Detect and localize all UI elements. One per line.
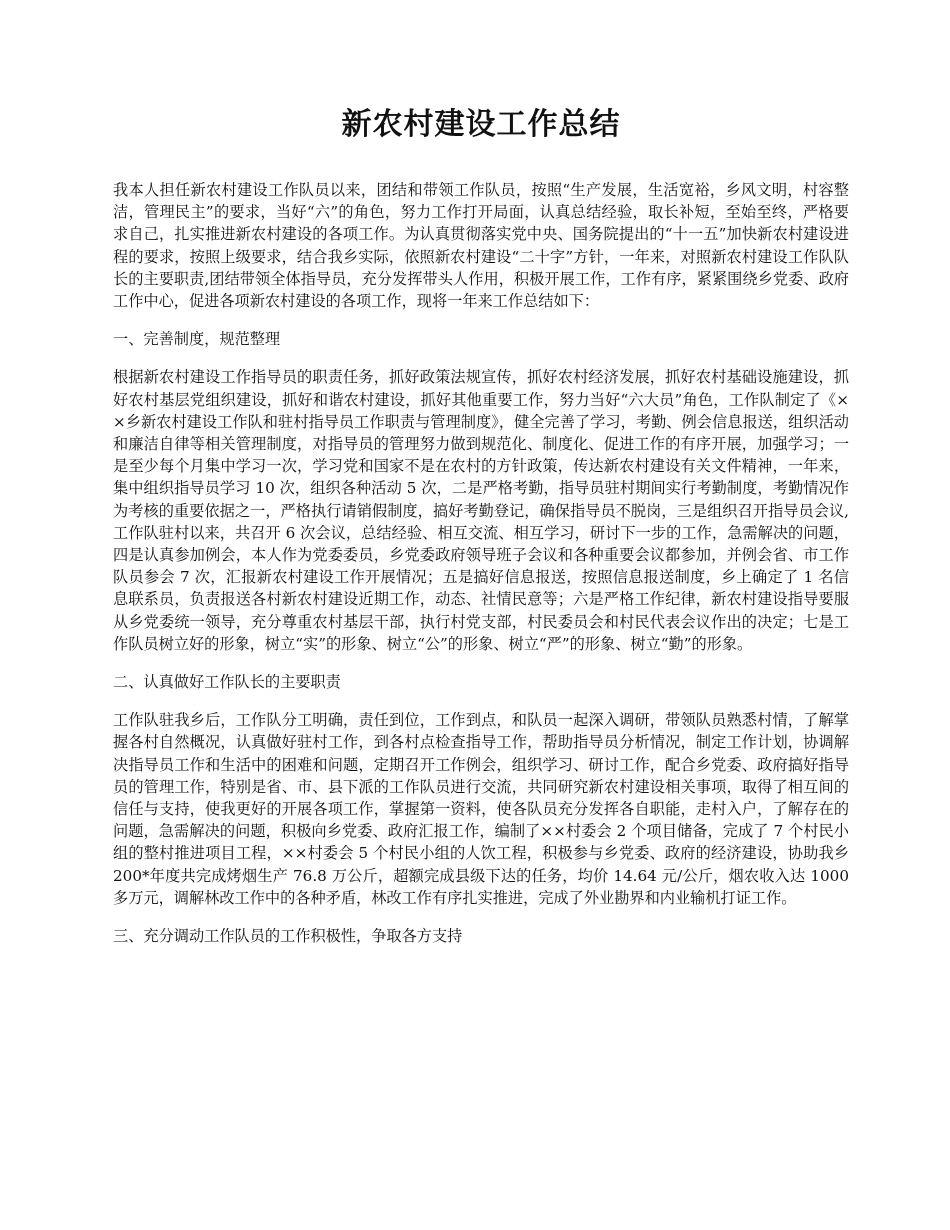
- section-2-heading: 二、认真做好工作队长的主要职责: [113, 673, 341, 692]
- intro-paragraph: 我本人担任新农村建设工作队员以来，团结和带领工作队员，按照“生产发展，生活宽裕，乡风文明，村容整洁，管理民主”的要求，当好“六”的角色，努力工作打开局面，认真总结经验，取长补短，至始至终，严格要求自己，扎实推进新农村建设的各项工作。为认真贯彻落实党中央、国务院提出的“十一五”加快新农村建设进程的要求，按照上级要求，结合我乡实际，依照新农村建设“二十字”方针，一年来，对照新农村建设工作队队长的主要职责,团结带领全体指导员，充分发挥带头人作用，积极开展工作，工作有序，紧紧围绕乡党委、政府工作中心，促进各项新农村建设的各项工作，现将一年来工作总结如下：: [113, 181, 849, 311]
- document-page: [113, 105, 849, 963]
- section-3-heading: 三、充分调动工作队员的工作积极性，争取各方支持: [113, 927, 463, 946]
- section-1-body: 根据新农村建设工作指导员的职责任务，抓好政策法规宣传，抓好农村经济发展，抓好农村基础设施建设，抓好农村基层党组织建设，抓好和谐农村建设，抓好其他重要工作，努力当好“六大员”角色，工作队制定了《××乡新农村建设工作队和驻村指导员工作职责与管理制度》，健全完善了学习，考勤、例会信息报送，组织活动和廉洁自律等相关管理制度，对指导员的管理努力做到规范化、制度化、促进工作的有序开展，加强学习；一是至少每个月集中学习一次，学习党和国家不是在农村的方针政策，传达新农村建设有关文件精神，一年来，集中组织指导员学习 10 次，组织各种活动 5 次，二是严格考勤，指导员驻村期间实行考勤制度，考勤情况作为考核的重要依据之一，严格执行请销假制度，搞好考勤登记，确保指导员不脱岗，三是组织召开指导员会议,工作队驻村以来，共召开 6 次会议，总结经验、相互交流、相互学习，研讨下一步的工作，急需解决的问题，四是认真参加例会，本人作为党委委员，乡党委政府领导班子会议和各种重要会议都参加，并例会省、市工作队员参会 7 次，汇报新农村建设工作开展情况；五是搞好信息报送，按照信息报送制度，乡上确定了 1 名信息联系员，负责报送各村新农村建设近期工作，动态、社情民意等；六是严格工作纪律，新农村建设指导要服从乡党委统一领导，充分尊重农村基层干部，执行村党支部，村民委员会和村民代表会议作出的决定；七是工作队员树立好的形象，树立“实”的形象、树立“公”的形象、树立“严”的形象、树立“勤”的形象。: [113, 368, 849, 653]
- section-1-heading: 一、完善制度，规范整理: [113, 330, 281, 349]
- section-2-body: 工作队驻我乡后，工作队分工明确，责任到位，工作到点，和队员一起深入调研，带领队员熟悉村情，了解掌握各村自然概况，认真做好驻村工作，到各村点检查指导工作，帮助指导员分析情况，制定工作计划，协调解决指导员工作和生活中的困难和问题，定期召开工作例会，组织学习、研讨工作，配合乡党委、政府搞好指导员的管理工作，特别是省、市、县下派的工作队员进行交流，共同研究新农村建设相关事项，取得了相互间的信任与支持，使我更好的开展各项工作，掌握第一资料，使各队员充分发挥各自职能，走村入户，了解存在的问题，急需解决的问题，积极向乡党委、政府汇报工作，编制了××村委会 2 个项目储备，完成了 7 个村民小组的整村推进项目工程，××村委会 5 个村民小组的人饮工程，积极参与乡党委、政府的经济建设，协助我乡 200*年度共完成烤烟生产 76.8 万公斤，超额完成县级下达的任务，均价 14.64 元/公斤，烟农收入达 1000 多万元，调解林改工作中的各种矛盾，林改工作有序扎实推进，完成了外业勘界和内业输机打证工作。: [113, 711, 849, 907]
- document-title: 新农村建设工作总结: [341, 107, 621, 142]
